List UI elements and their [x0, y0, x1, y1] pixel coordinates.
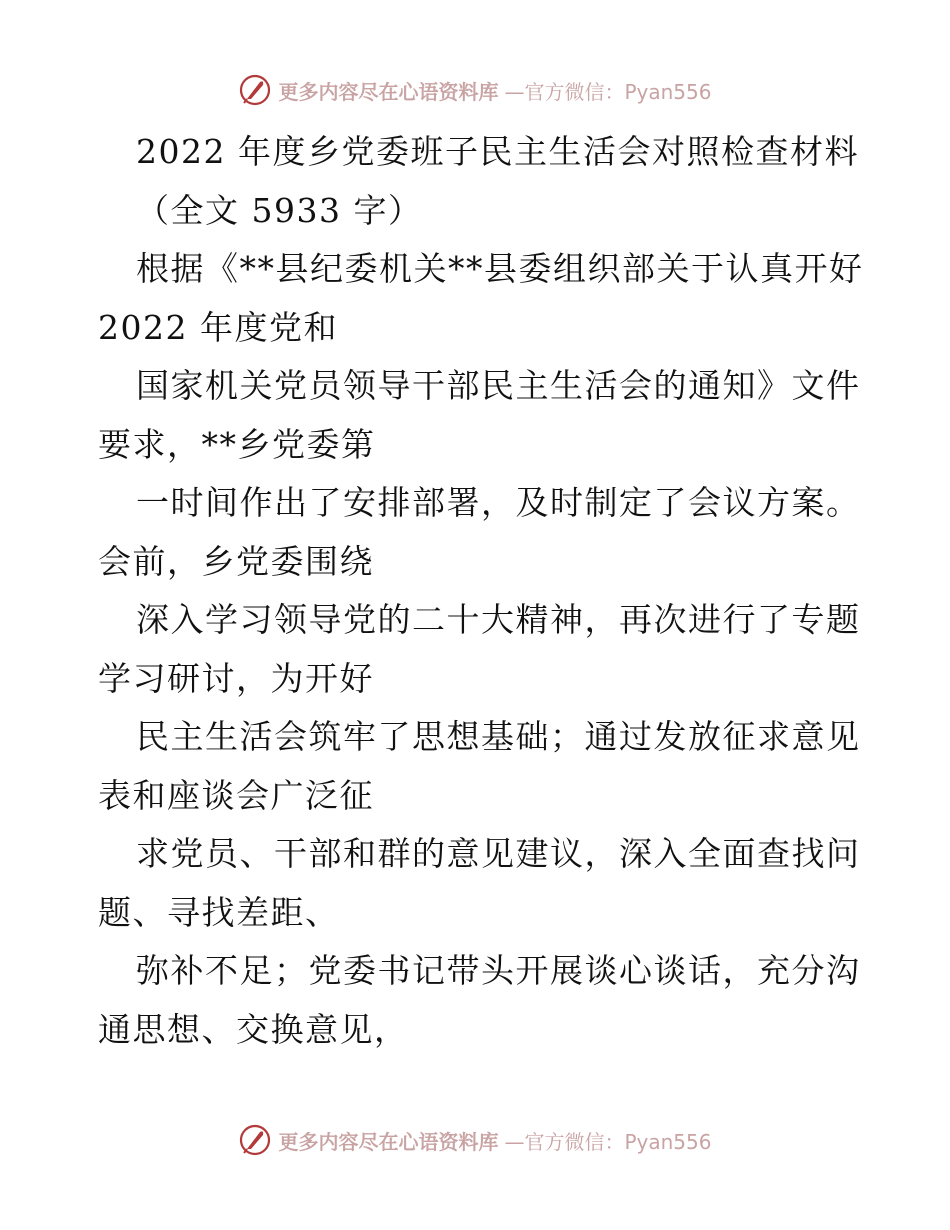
paragraph-line: 通思想、交换意见，: [98, 1009, 409, 1049]
watermark-contact-text: —官方微信：Pyan556: [504, 79, 712, 104]
watermark-contact-text: —官方微信：Pyan556: [504, 1129, 712, 1154]
paragraph-line: 表和座谈会广泛征: [98, 775, 374, 815]
paragraph-line: 一时间作出了安排部署，及时制定了会议方案。: [136, 483, 861, 522]
paragraph-line: 求党员、干部和群的意见建议，深入全面查找问: [136, 834, 861, 873]
paragraph-line: 根据《**县纪委机关**县委组织部关于认真开好: [136, 249, 864, 288]
doc-title-line: 2022 年度乡党委班子民主生活会对照检查材料: [136, 132, 859, 171]
quill-logo-icon: [238, 73, 272, 107]
paragraph-line: 会前，乡党委围绕: [98, 541, 374, 581]
watermark-header: [0, 70, 950, 110]
quill-logo-icon: [238, 1123, 272, 1157]
paragraph-line: 2022 年度党和: [98, 307, 338, 347]
watermark-footer: [0, 1120, 950, 1160]
paragraph-line: 学习研讨，为开好: [98, 658, 374, 698]
paragraph-line: 深入学习领导党的二十大精神，再次进行了专题: [136, 600, 861, 639]
paragraph-line: 国家机关党员领导干部民主生活会的通知》文件: [136, 366, 861, 405]
watermark-site-text: 更多内容尽在心语资料库: [278, 1129, 499, 1154]
paragraph-line: 题、寻找差距、: [98, 892, 340, 932]
paragraph-line: 弥补不足；党委书记带头开展谈心谈话，充分沟: [136, 951, 861, 990]
watermark-site-text: 更多内容尽在心语资料库: [278, 79, 499, 104]
document-body: [98, 123, 864, 1059]
paragraph-line: 民主生活会筑牢了思想基础；通过发放征求意见: [136, 717, 861, 756]
doc-subtitle-line: （全文 5933 字）: [136, 190, 423, 230]
paragraph-line: 要求，**乡党委第: [98, 424, 376, 464]
